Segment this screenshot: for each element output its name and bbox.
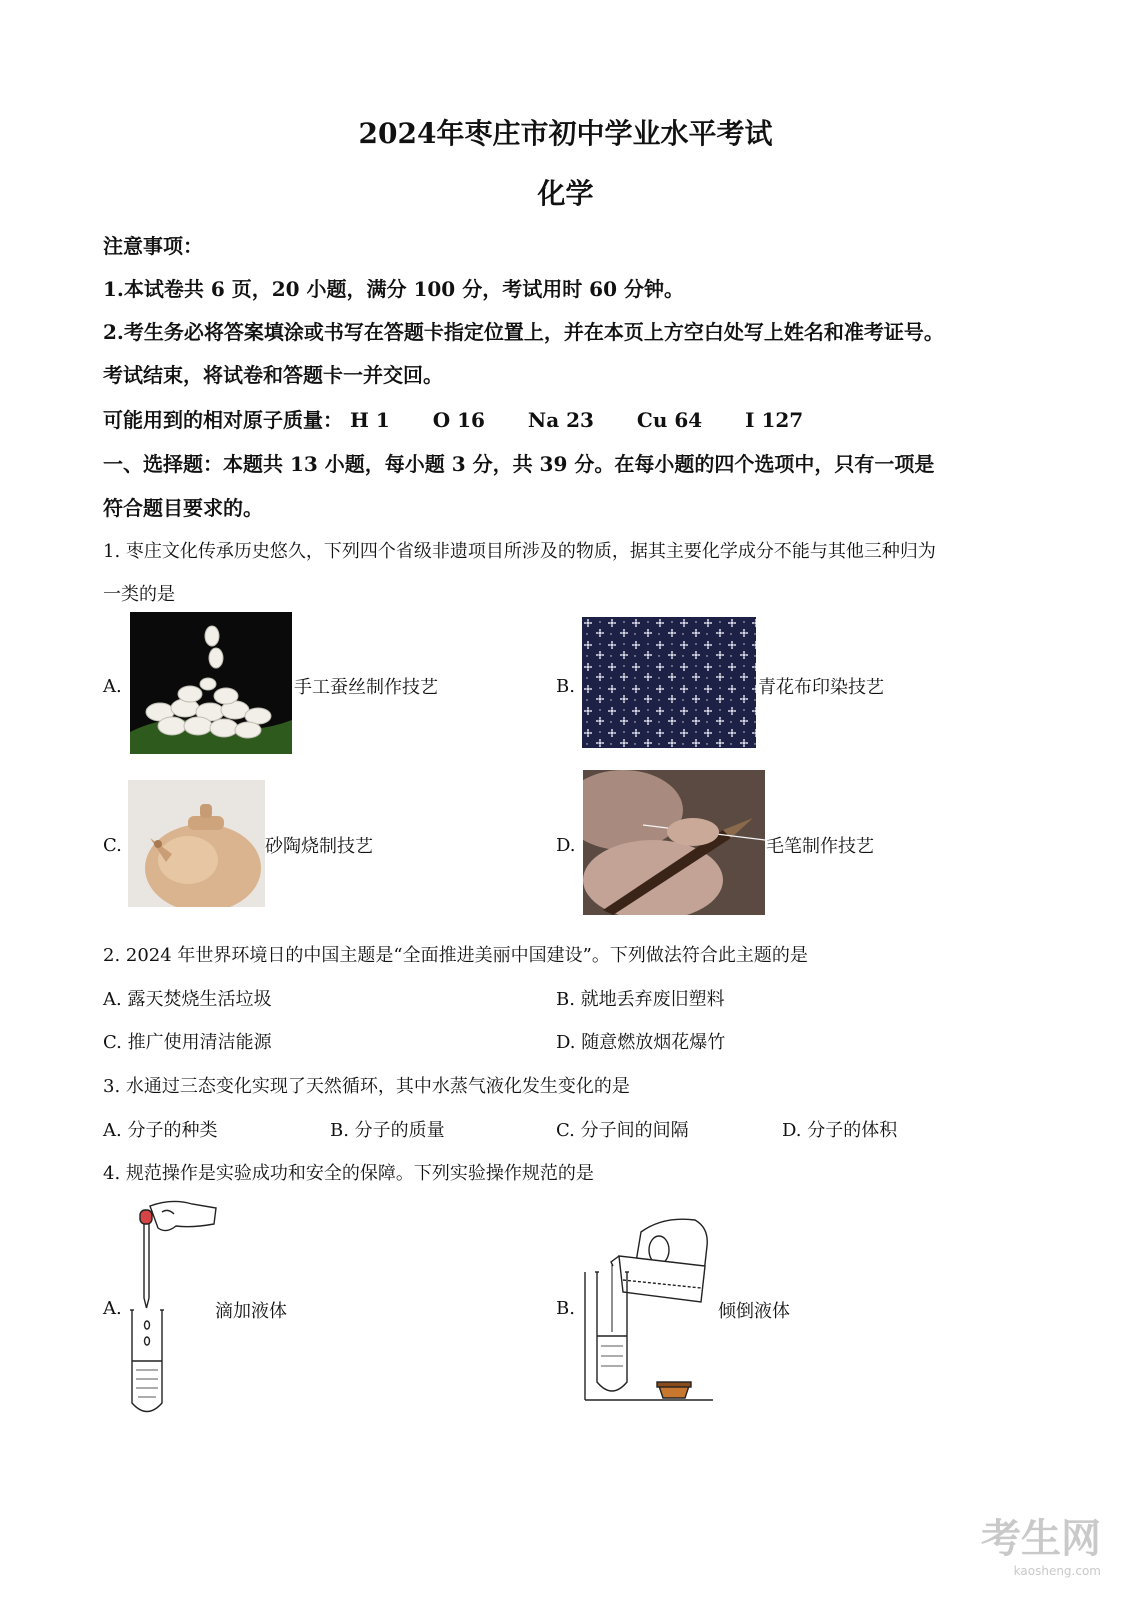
- atomic-mass-value: Na 23: [527, 408, 594, 432]
- question-1-stem-cont: 一类的是: [103, 584, 175, 605]
- option-d-text: 毛笔制作技艺: [766, 836, 874, 857]
- brush-making-image: [583, 770, 765, 915]
- question-2-option-c: C. 推广使用清洁能源: [103, 1032, 272, 1053]
- atomic-mass-value: I 127: [745, 408, 804, 432]
- option-letter: A.: [103, 1298, 122, 1319]
- notes-item-1: 1.本试卷共 6 页，20 小题，满分 100 分，考试用时 60 分钟。: [103, 277, 684, 301]
- watermark: [981, 1507, 1101, 1578]
- silk-cocoon-image: [130, 612, 292, 754]
- option-c-text: 砂陶烧制技艺: [265, 836, 373, 857]
- option-letter: B.: [556, 676, 575, 697]
- blue-print-cloth-image: [582, 617, 756, 748]
- atomic-mass-line: [103, 404, 839, 433]
- option-letter: D.: [556, 835, 576, 856]
- notes-heading: 注意事项：: [103, 234, 203, 258]
- notes-item-2-cont: 考试结束，将试卷和答题卡一并交回。: [103, 363, 443, 387]
- option-a-text: 手工蚕丝制作技艺: [294, 677, 438, 698]
- section-1-heading-cont: 符合题目要求的。: [103, 496, 263, 520]
- watermark-logo-text: 考生网: [981, 1516, 1101, 1562]
- question-3-option-c: C. 分子间的间隔: [556, 1120, 689, 1141]
- option-4a-text: 滴加液体: [215, 1301, 287, 1322]
- option-letter: A.: [103, 676, 122, 697]
- option-letter: C.: [103, 835, 122, 856]
- section-1-heading: 一、选择题：本题共 13 小题，每小题 3 分，共 39 分。在每小题的四个选项中，只有一项是: [103, 452, 935, 476]
- question-2-option-b: B. 就地丢弃废旧塑料: [556, 989, 725, 1010]
- question-1-stem: 1. 枣庄文化传承历史悠久，下列四个省级非遗项目所涉及的物质，据其主要化学成分不能与其他三种归为: [103, 541, 936, 562]
- question-3-stem: 3. 水通过三态变化实现了天然循环，其中水蒸气液化发生变化的是: [103, 1076, 630, 1097]
- question-2-option-a: A. 露天焚烧生活垃圾: [103, 989, 272, 1010]
- watermark-url: kaosheng.com: [1013, 1564, 1101, 1578]
- option-4b-text: 倾倒液体: [718, 1301, 790, 1322]
- option-b-text: 青花布印染技艺: [758, 677, 884, 698]
- atomic-mass-label: 可能用到的相对原子质量：: [103, 408, 343, 432]
- pouring-diagram: [583, 1212, 718, 1404]
- dropper-diagram: [122, 1198, 222, 1420]
- option-letter: B.: [556, 1298, 575, 1319]
- exam-subject: 化学: [537, 177, 594, 210]
- question-2-stem: 2. 2024 年世界环境日的中国主题是“全面推进美丽中国建设”。下列做法符合此主题的是: [103, 945, 808, 966]
- clay-pot-image: [128, 780, 265, 907]
- atomic-mass-value: Cu 64: [636, 408, 703, 432]
- question-3-option-b: B. 分子的质量: [330, 1120, 445, 1141]
- atomic-mass-value: O 16: [432, 408, 485, 432]
- question-2-option-d: D. 随意燃放烟花爆竹: [556, 1032, 726, 1053]
- question-3-option-d: D. 分子的体积: [782, 1120, 898, 1141]
- question-4-stem: 4. 规范操作是实验成功和安全的保障。下列实验操作规范的是: [103, 1163, 594, 1184]
- question-3-option-a: A. 分子的种类: [103, 1120, 218, 1141]
- atomic-mass-value: H 1: [349, 408, 390, 432]
- notes-item-2: 2.考生务必将答案填涂或书写在答题卡指定位置上，并在本页上方空白处写上姓名和准考证号。: [103, 320, 944, 344]
- exam-title: 2024年枣庄市初中学业水平考试: [358, 117, 773, 150]
